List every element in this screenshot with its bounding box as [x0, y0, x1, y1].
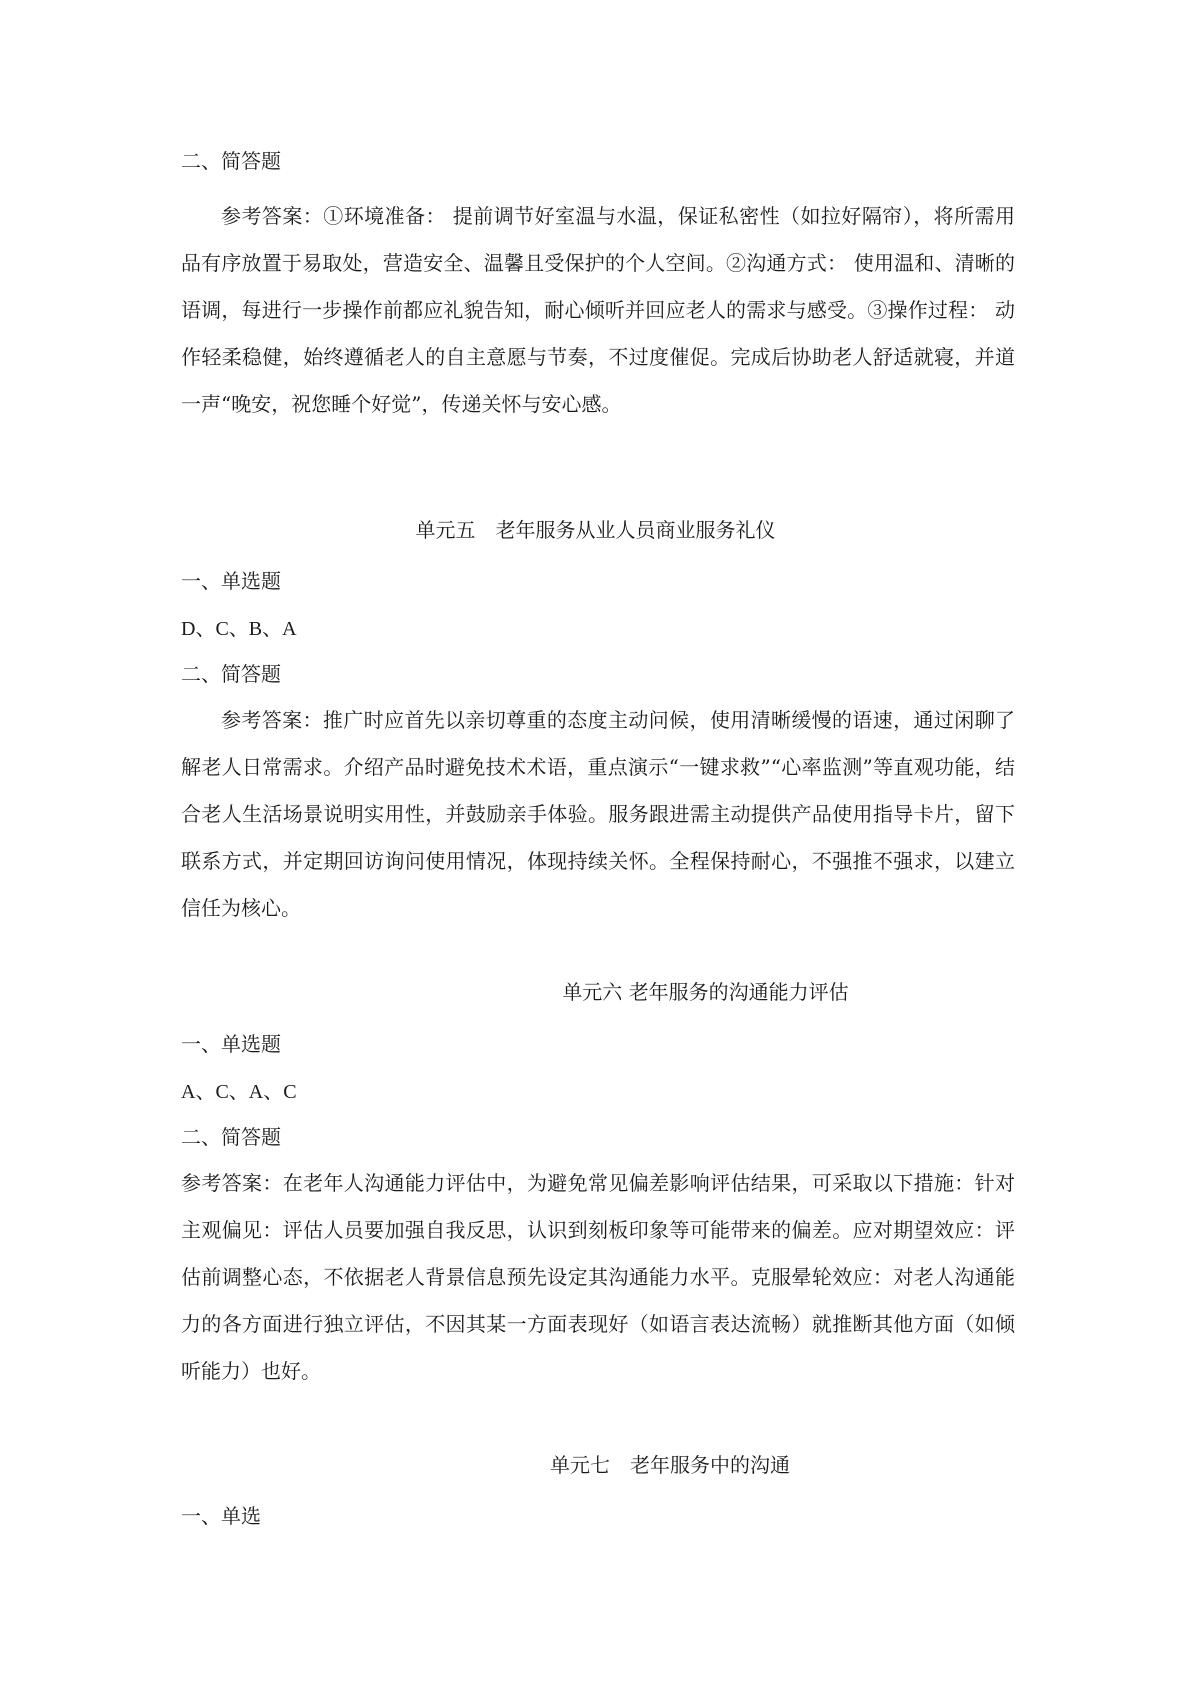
unit-title-5: 单元五 老年服务从业人员商业服务礼仪: [415, 518, 776, 542]
answer-key-unit5: D、C、B、A: [181, 618, 297, 640]
section-heading-short-answer: 二、简答题: [181, 662, 281, 686]
section-heading-short-answer: 二、简答题: [181, 149, 281, 173]
answer-key-unit6: A、C、A、C: [181, 1081, 297, 1103]
answer-paragraph-unit6: 参考答案：在老年人沟通能力评估中，为避免常见偏差影响评估结果，可采取以下措施：针对主观偏见：评估人员要加强自我反思，认识到刻板印象等可能带来的偏差。应对期望效应：评估前调整心态，不依据老人背景信息预先设定其沟通能力水平。克服晕轮效应：对老人沟通能力的各方面进行独立评估，不因其某一方面表现好（如语言表达流畅）就推断其他方面（如倾听能力）也好。: [181, 1171, 1015, 1383]
section-heading-short-answer: 二、简答题: [181, 1125, 281, 1149]
answer-paragraph-unit5: 参考答案：推广时应首先以亲切尊重的态度主动问候，使用清晰缓慢的语速，通过闲聊了解老人日常需求。介绍产品时避免技术术语，重点演示“一键求救”“心率监测”等直观功能，结合老人生活场景说明实用性，并鼓励亲手体验。服务跟进需主动提供产品使用指导卡片，留下联系方式，并定期回访询问使用情况，体现持续关怀。全程保持耐心，不强推不强求，以建立信任为核心。: [181, 708, 1015, 920]
unit-title-6: 单元六 老年服务的沟通能力评估: [562, 980, 849, 1004]
unit-title-7: 单元七 老年服务中的沟通: [550, 1453, 790, 1477]
answer-paragraph-unit4: 参考答案：①环境准备： 提前调节好室温与水温，保证私密性（如拉好隔帘），将所需用品有序放置于易取处，营造安全、温馨且受保护的个人空间。②沟通方式： 使用温和、清晰的语调，每进行一步操作前都应礼貌告知，耐心倾听并回应老人的需求与感受。③操作过程： 动作轻柔稳健，始终遵循老人的自主意愿与节奏，不过度催促。完成后协助老人舒适就寝，并道一声“晚安，祝您睡个好觉”，传递关怀与安心感。: [181, 204, 1015, 416]
section-heading-single-choice: 一、单选题: [181, 569, 281, 593]
section-heading-single-choice: 一、单选题: [181, 1032, 281, 1056]
section-heading-single-choice: 一、单选: [181, 1504, 261, 1528]
